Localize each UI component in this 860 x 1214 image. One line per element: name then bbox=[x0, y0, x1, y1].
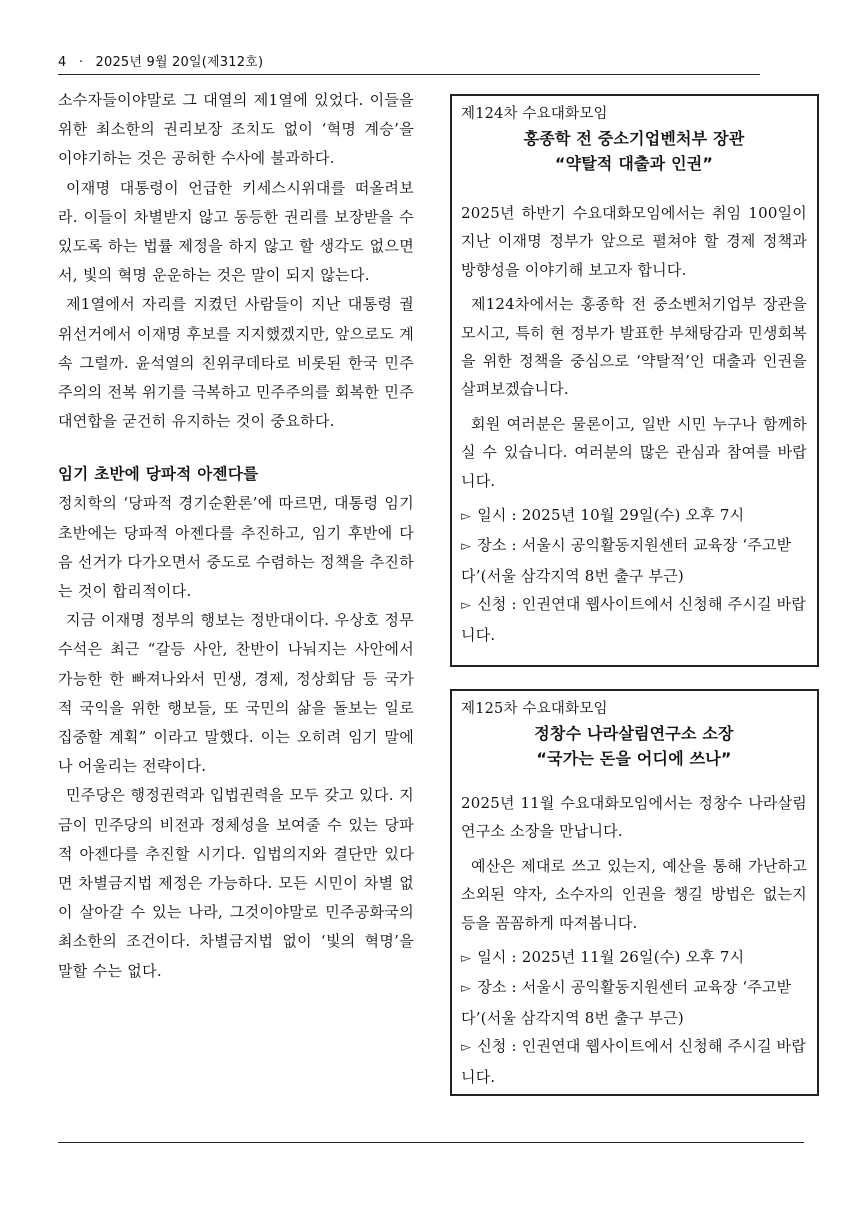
event-speaker: 정창수 나라살림연구소 소장 bbox=[534, 724, 734, 743]
body-paragraph: 제1열에서 자리를 지켰던 사람들이 지난 대통령 궐위선거에서 이재명 후보를 지지했겠지만, 앞으로도 계속 그럴까. 윤석열의 친위쿠데타로 비롯된 한국 민주주의의 전복 위기를 극복하고 민주주의를 회복한 민주대연합을 굳건히 유지하는 것이 중요하다. bbox=[58, 295, 414, 431]
event-info-date: ▻ 일시 : 2025년 10월 29일(수) 오후 7시 bbox=[461, 506, 745, 525]
event-topic: “국가는 돈을 어디에 쓰나” bbox=[536, 749, 732, 768]
body-paragraph: 정치학의 ‘당파적 경기순환론’에 따르면, 대통령 임기 초반에는 당파적 아젠다를 추진하고, 임기 후반에 다음 선거가 다가오면서 중도로 수렴하는 정책을 추진하는 것이 합리적이다. bbox=[58, 494, 414, 601]
event-info-place: ▻ 장소 : 서울시 공익활동지원센터 교육장 ‘주고받다’(서울 삼각지역 8번 출구 부근) bbox=[461, 978, 792, 1027]
triangle-bullet-icon: ▻ bbox=[461, 951, 472, 967]
event-info-apply: ▻ 신청 : 인권연대 웹사이트에서 신청해 주시길 바랍니다. bbox=[461, 595, 807, 644]
triangle-bullet-icon: ▻ bbox=[461, 509, 472, 525]
triangle-bullet-icon: ▻ bbox=[461, 981, 472, 997]
triangle-bullet-icon: ▻ bbox=[461, 1040, 472, 1056]
event-speaker: 홍종학 전 중소기업벤처부 장관 bbox=[523, 129, 745, 148]
triangle-bullet-icon: ▻ bbox=[461, 598, 472, 614]
event-paragraph: 2025년 하반기 수요대화모임에서는 취임 100일이 지난 이재명 정부가 앞으로 펼쳐야 할 경제 정책과 방향성을 이야기해 보고자 합니다. bbox=[461, 204, 807, 279]
body-paragraph: 지금 이재명 정부의 행보는 정반대이다. 우상호 정무수석은 최근 “갈등 사안, 찬반이 나눠지는 사안에서 가능한 한 빠져나와서 민생, 경제, 정상회담 등 국가적 국익을 위한 행보들, 또 국민의 삶을 돌보는 일로 집중할 계획” 이라고 말했다. 이는 오히려 임기 말에나 어울리는 전략이다. bbox=[58, 611, 414, 776]
footer-divider bbox=[58, 1142, 804, 1143]
body-paragraph: 민주당은 행정권력과 입법권력을 모두 갖고 있다. 지금이 민주당의 비전과 정체성을 보여줄 수 있는 당파적 아젠다를 추진할 시기다. 입법의지와 결단만 있다면 차별금지법 제정은 가능하다. 모든 시민이 차별 없이 살아갈 수 있는 나라, 그것이야말로 민주공화국의 최소한의 조건이다. 차별금지법 없이 ‘빛의 혁명’을 말할 수는 없다. bbox=[58, 786, 414, 980]
event-paragraph: 예산은 제대로 쓰고 있는지, 예산을 통해 가난하고 소외된 약자, 소수자의 인권을 챙길 방법은 없는지 등을 꼼꼼하게 따져봅니다. bbox=[461, 856, 807, 932]
event-info-apply: ▻ 신청 : 인권연대 웹사이트에서 신청해 주시길 바랍니다. bbox=[461, 1037, 807, 1086]
event-box-124 bbox=[450, 94, 819, 667]
page-number: 4 bbox=[58, 55, 67, 70]
triangle-bullet-icon: ▻ bbox=[461, 539, 472, 555]
page-header bbox=[58, 54, 760, 75]
event-tag: 제124차 수요대화모임 bbox=[461, 106, 608, 122]
left-column bbox=[58, 86, 414, 986]
event-paragraph: 회원 여러분은 물론이고, 일반 시민 누구나 함께하실 수 있습니다. 여러분의 많은 관심과 참여를 바랍니다. bbox=[461, 414, 807, 490]
section-heading: 임기 초반에 당파적 아젠다를 bbox=[58, 465, 259, 484]
event-tag: 제125차 수요대화모임 bbox=[461, 701, 608, 717]
event-paragraph: 2025년 11월 수요대화모임에서는 정창수 나라살림연구소 소장을 만납니다. bbox=[461, 794, 807, 841]
body-paragraph: 소수자들이야말로 그 대열의 제1열에 있었다. 이들을 위한 최소한의 권리보장 조치도 없이 ‘혁명 계승’을 이야기하는 것은 공허한 수사에 불과하다. bbox=[58, 91, 414, 168]
event-info-place: ▻ 장소 : 서울시 공익활동지원센터 교육장 ‘주고받다’(서울 삼각지역 8번 출구 부근) bbox=[461, 536, 792, 585]
event-topic: “약탈적 대출과 인권” bbox=[554, 154, 714, 173]
issue-date: 2025년 9월 20일(제312호) bbox=[95, 55, 264, 70]
event-box-125 bbox=[450, 689, 819, 1096]
event-paragraph: 제124차에서는 홍종학 전 중소벤처기업부 장관을 모시고, 특히 현 정부가 발표한 부채탕감과 민생회복을 위한 정책을 중심으로 ‘약탈적’인 대출과 인권을 살펴보겠습니다. bbox=[461, 295, 807, 399]
body-paragraph: 이재명 대통령이 언급한 키세스시위대를 떠올려보라. 이들이 차별받지 않고 동등한 권리를 보장받을 수 있도록 하는 법률 제정을 하지 않고 할 생각도 없으면서, 빛의 혁명 운운하는 것은 말이 되지 않는다. bbox=[58, 178, 414, 285]
header-separator: · bbox=[78, 55, 84, 70]
event-info-date: ▻ 일시 : 2025년 11월 26일(수) 오후 7시 bbox=[461, 948, 745, 967]
